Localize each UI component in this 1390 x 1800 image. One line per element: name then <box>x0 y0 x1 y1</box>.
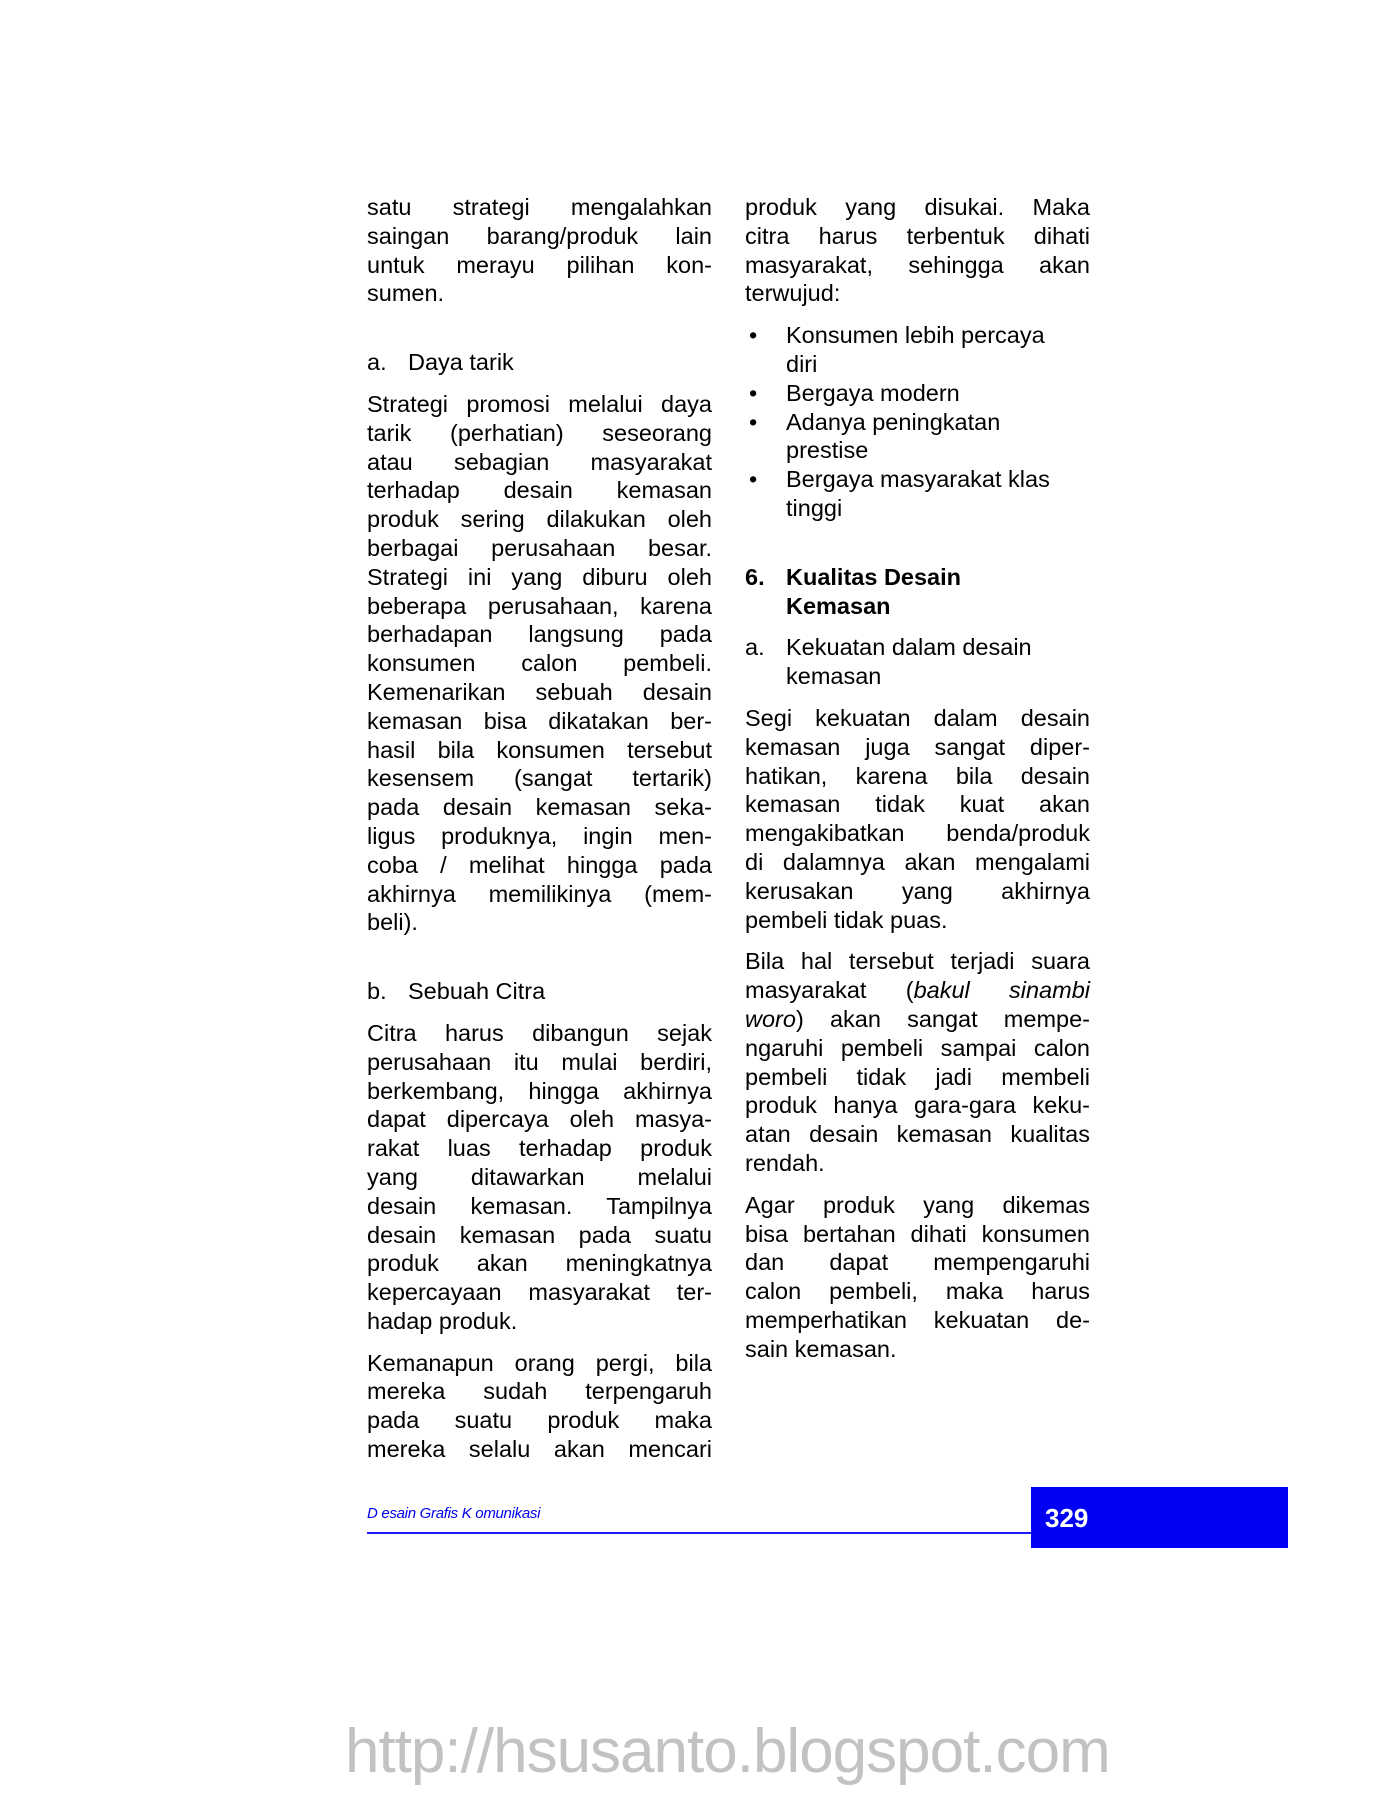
text-line: terhadap desain kemasan <box>367 477 712 504</box>
bullet-item <box>745 465 1090 523</box>
text-line: berbagai perusahaan besar. <box>367 534 712 561</box>
paragraph-kekuatan-1 <box>745 704 1090 934</box>
text-line: produk yang disukai. Maka <box>745 194 1090 220</box>
text-line: dan dapat mempengaruhi <box>745 1249 1090 1276</box>
paragraph-citra-2 <box>367 1349 712 1464</box>
subheading-title: Sebuah Citra <box>408 978 546 1005</box>
text-line: masyarakat, sehingga akan <box>745 251 1090 278</box>
text-line: kemasan bisa dikatakan ber- <box>367 707 712 734</box>
text-line: citra harus terbentuk dihati <box>745 222 1090 249</box>
text-line: atau sebagian masyarakat <box>367 448 712 475</box>
bullet-text: Bergaya modern <box>786 379 960 406</box>
bullet-text: Konsumen lebih percaya diri <box>786 322 1045 377</box>
text-line: rendah. <box>745 1149 825 1176</box>
text-line: calon pembeli, maka harus <box>745 1278 1090 1305</box>
text-line: mereka selalu akan mencari <box>367 1436 712 1463</box>
paragraph-citra-1 <box>367 1019 712 1336</box>
text-line: Kemenarikan sebuah desain <box>367 678 712 705</box>
text-line: coba / melihat hingga pada <box>367 851 712 878</box>
italic-term: woro <box>745 1005 796 1032</box>
text-line: masyarakat (bakul sinambi <box>745 977 1090 1004</box>
text-line: akhirnya memilikinya (mem- <box>367 880 712 907</box>
text-line: pembeli tidak puas. <box>745 906 948 933</box>
text-line: produk hanya gara-gara keku- <box>745 1092 1090 1119</box>
text-line: rakat luas terhadap produk <box>367 1135 712 1162</box>
text-line: Segi kekuatan dalam desain <box>745 704 1090 731</box>
text-line: saingan barang/produk lain <box>367 222 712 249</box>
paragraph-intro-right <box>745 193 1090 308</box>
text-line: Strategi ini yang diburu oleh <box>367 563 712 590</box>
left-column <box>367 193 712 1477</box>
text-line: berhadapan langsung pada <box>367 621 712 648</box>
footer-divider <box>367 1532 1033 1534</box>
text-line: dapat dipercaya oleh masya- <box>367 1106 712 1133</box>
text-line: produk sering dilakukan oleh <box>367 506 712 533</box>
text-line: beberapa perusahaan, karena <box>367 592 712 619</box>
paragraph-daya-tarik <box>367 390 712 937</box>
section-title-line: Kualitas Desain <box>786 563 962 590</box>
subheading-daya-tarik <box>367 348 712 377</box>
text-line: yang ditawarkan melalui <box>367 1163 712 1190</box>
text-line: berkembang, hingga akhirnya <box>367 1077 712 1104</box>
text-line: sumen. <box>367 280 445 307</box>
subheading-sebuah-citra <box>367 977 712 1006</box>
page-number-badge <box>1031 1487 1288 1548</box>
text-line: hatikan, karena bila desain <box>745 762 1090 789</box>
text-line: Citra harus dibangun sejak <box>367 1019 712 1046</box>
subheading-title-line: kemasan <box>786 663 882 690</box>
bullet-item <box>745 408 1090 466</box>
bullet-icon: • <box>749 322 758 349</box>
bullet-item <box>745 379 1090 408</box>
text-line: hadap produk. <box>367 1307 518 1334</box>
subheading-title <box>786 633 1090 691</box>
bullet-icon: • <box>749 466 758 493</box>
text-line: hasil bila konsumen tersebut <box>367 736 712 763</box>
text-line: Agar produk yang dikemas <box>745 1191 1090 1218</box>
text-line: beli). <box>367 909 418 936</box>
text-line: woro) akan sangat mempe- <box>745 1005 1090 1032</box>
text-line: ngaruhi pembeli sampai calon <box>745 1034 1090 1061</box>
text-line: pada desain kemasan seka- <box>367 794 712 821</box>
text-line: kemasan juga sangat diper- <box>745 733 1090 760</box>
text-line: tarik (perhatian) seseorang <box>367 419 712 446</box>
subheading-title: Daya tarik <box>408 349 514 376</box>
italic-term: bakul sinambi <box>913 977 1090 1004</box>
text-line: kerusakan yang akhirnya <box>745 877 1090 904</box>
right-column <box>745 193 1090 1376</box>
subheading-marker: a. <box>745 634 765 661</box>
paragraph-kekuatan-3 <box>745 1191 1090 1364</box>
text-line: mereka sudah terpengaruh <box>367 1378 712 1405</box>
text-line: ligus produknya, ingin men- <box>367 822 712 849</box>
section-title <box>786 563 1090 621</box>
text-line: terwujud: <box>745 280 841 307</box>
text-line: memperhatikan kekuatan de- <box>745 1306 1090 1333</box>
text-line: Kemanapun orang pergi, bila <box>367 1349 712 1376</box>
footer-book-title: D esain Grafis K omunikasi <box>367 1505 541 1522</box>
bullet-icon: • <box>749 379 758 406</box>
text-line: desain kemasan. Tampilnya <box>367 1192 712 1219</box>
text-line: bisa bertahan dihati konsumen <box>745 1220 1090 1247</box>
bullet-list <box>745 321 1090 523</box>
paragraph-intro-left <box>367 193 712 308</box>
section-number: 6. <box>745 563 765 590</box>
paragraph-kekuatan-2 <box>745 947 1090 1177</box>
subheading-kekuatan <box>745 633 1090 691</box>
text-line: desain kemasan pada suatu <box>367 1221 712 1248</box>
text-line: Bila hal tersebut terjadi suara <box>745 948 1090 975</box>
text-line: pada suatu produk maka <box>367 1407 712 1434</box>
text-line: kepercayaan masyarakat ter- <box>367 1279 712 1306</box>
text-line: produk akan meningkatnya <box>367 1250 712 1277</box>
text-line: konsumen calon pembeli. <box>367 650 712 677</box>
subheading-title-line: Kekuatan dalam desain <box>786 634 1032 661</box>
text-line: sain kemasan. <box>745 1335 897 1362</box>
text-line: perusahaan itu mulai berdiri, <box>367 1048 712 1075</box>
subheading-marker: b. <box>367 978 387 1005</box>
text-line: satu strategi mengalahkan <box>367 194 712 220</box>
text-line: Strategi promosi melalui daya <box>367 390 712 417</box>
bullet-icon: • <box>749 408 758 435</box>
page-number: 329 <box>1045 1503 1089 1533</box>
text-line: pembeli tidak jadi membeli <box>745 1063 1090 1090</box>
text-line: mengakibatkan benda/produk <box>745 820 1090 847</box>
bullet-item <box>745 321 1090 379</box>
text-line: kemasan tidak kuat akan <box>745 791 1090 818</box>
text-line: atan desain kemasan kualitas <box>745 1121 1090 1148</box>
section-title-line: Kemasan <box>786 592 891 619</box>
bullet-text: Adanya peningkatan prestise <box>786 408 1001 464</box>
watermark-url: http://hsusanto.blogspot.com <box>345 1717 1110 1786</box>
subheading-marker: a. <box>367 349 387 376</box>
bullet-text: Bergaya masyarakat klas tinggi <box>786 466 1050 521</box>
text-line: untuk merayu pilihan kon- <box>367 251 712 278</box>
section-heading-kualitas <box>745 563 1090 621</box>
text-line: di dalamnya akan mengalami <box>745 848 1090 875</box>
text-line: kesensem (sangat tertarik) <box>367 765 712 792</box>
